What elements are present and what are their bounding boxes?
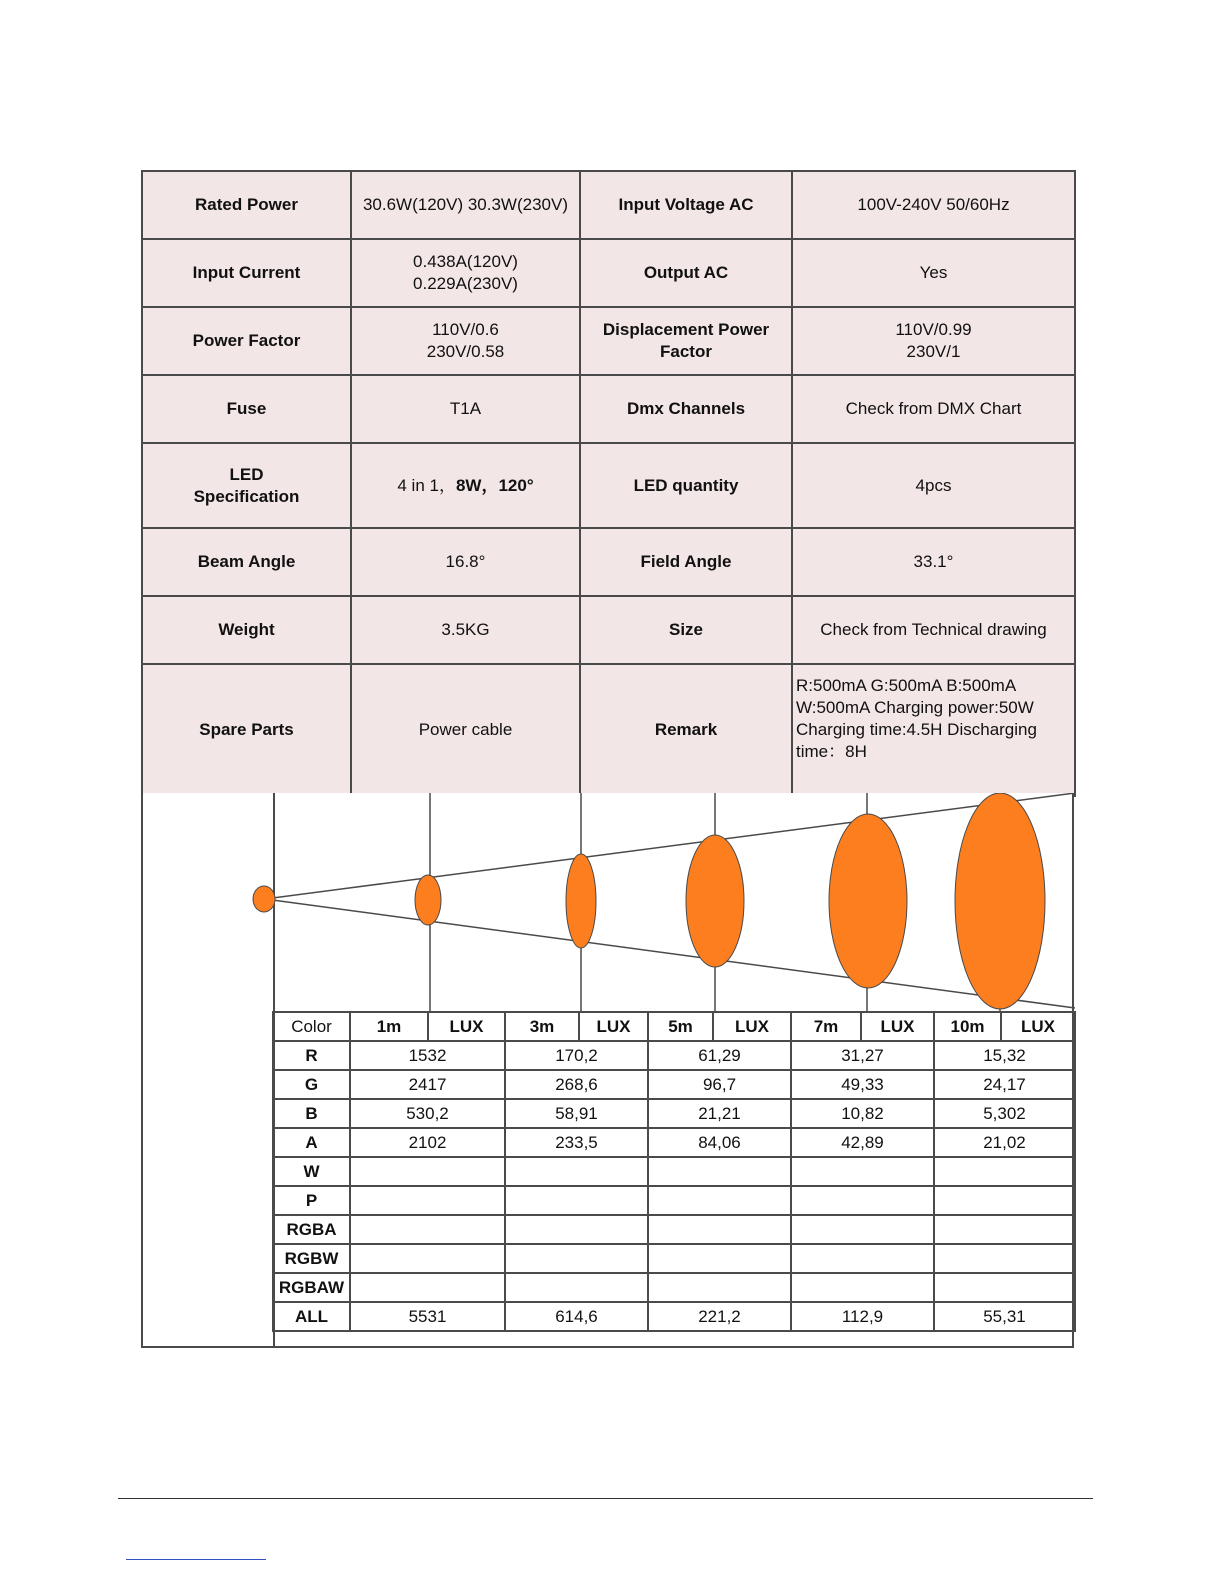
spec-row-power-factor [142, 307, 1075, 375]
lux-value-3m [505, 1244, 648, 1273]
lux-value-7m [791, 1157, 934, 1186]
lux-header: LUX [713, 1012, 791, 1041]
lux-row [273, 1302, 1075, 1331]
lux-value-7m [791, 1215, 934, 1244]
remark-line-1: R:500mA G:500mA B:500mA [796, 676, 1017, 695]
power-factor-value [351, 307, 580, 375]
dmx-channels-value: Check from DMX Chart [792, 375, 1075, 443]
lux-value-5m [648, 1157, 791, 1186]
color-label: P [273, 1186, 350, 1215]
beam-edge-bottom [265, 899, 1075, 1008]
lux-row [273, 1157, 1075, 1186]
output-ac-label: Output AC [580, 239, 792, 307]
lux-value-3m: 233,5 [505, 1128, 648, 1157]
input-current-label: Input Current [142, 239, 351, 307]
beam-spot-5m [686, 835, 744, 967]
color-label: A [273, 1128, 350, 1157]
remark-value [792, 664, 1075, 796]
led-quantity-value: 4pcs [792, 443, 1075, 528]
led-specification-value [351, 443, 580, 528]
lux-header: LUX [1001, 1012, 1075, 1041]
spec-row-weight [142, 596, 1075, 664]
spec-row-current [142, 239, 1075, 307]
led-spec-value-bold: 8W，120° [455, 475, 534, 495]
power-factor-label: Power Factor [142, 307, 351, 375]
weight-label: Weight [142, 596, 351, 664]
lux-value-5m [648, 1186, 791, 1215]
lux-table [272, 1011, 1076, 1332]
dmx-channels-label: Dmx Channels [580, 375, 792, 443]
lux-header-row [273, 1012, 1075, 1041]
lux-header: LUX [428, 1012, 505, 1041]
weight-value: 3.5KG [351, 596, 580, 664]
color-label: W [273, 1157, 350, 1186]
size-label: Size [580, 596, 792, 664]
distance-header-10m: 10m [934, 1012, 1001, 1041]
lux-row [273, 1244, 1075, 1273]
lux-value-3m [505, 1186, 648, 1215]
power-factor-value-110v: 110V/0.6 [432, 320, 499, 339]
lux-row [273, 1186, 1075, 1215]
input-voltage-label: Input Voltage AC [580, 171, 792, 239]
lux-value-7m [791, 1244, 934, 1273]
lux-value-10m: 24,17 [934, 1070, 1075, 1099]
input-current-value-120v: 0.438A(120V) [413, 252, 518, 271]
power-factor-value-230v: 230V/0.58 [426, 342, 505, 361]
distance-header-7m: 7m [791, 1012, 861, 1041]
lux-value-5m [648, 1273, 791, 1302]
remark-label: Remark [580, 664, 792, 796]
color-label: ALL [273, 1302, 350, 1331]
remark-line-3: Charging time:4.5H Discharging [796, 720, 1037, 739]
lux-value-1m: 1532 [350, 1041, 505, 1070]
led-specification-label [142, 443, 351, 528]
color-label: G [273, 1070, 350, 1099]
lux-value-3m [505, 1157, 648, 1186]
lux-header: LUX [861, 1012, 934, 1041]
lux-row [273, 1099, 1075, 1128]
lux-value-10m: 15,32 [934, 1041, 1075, 1070]
spec-row-angles [142, 528, 1075, 596]
beam-spot-1m [415, 875, 441, 925]
field-angle-value: 33.1° [792, 528, 1075, 596]
lux-value-5m: 21,21 [648, 1099, 791, 1128]
color-header: Color [273, 1012, 350, 1041]
light-source-dot [253, 886, 275, 912]
beam-spot-10m [955, 793, 1045, 1009]
lux-value-7m: 31,27 [791, 1041, 934, 1070]
lux-value-3m: 268,6 [505, 1070, 648, 1099]
lux-value-1m: 2417 [350, 1070, 505, 1099]
footer-link-underline [126, 1559, 266, 1560]
color-label: RGBA [273, 1215, 350, 1244]
color-label: B [273, 1099, 350, 1128]
lux-row [273, 1273, 1075, 1302]
lux-value-5m: 96,7 [648, 1070, 791, 1099]
lux-value-1m: 5531 [350, 1302, 505, 1331]
lux-value-10m [934, 1244, 1075, 1273]
spare-parts-value: Power cable [351, 664, 580, 796]
displacement-power-factor-label [580, 307, 792, 375]
lux-value-3m: 614,6 [505, 1302, 648, 1331]
lux-body [273, 1041, 1075, 1331]
lux-value-7m [791, 1273, 934, 1302]
lux-value-5m: 84,06 [648, 1128, 791, 1157]
lux-value-5m: 61,29 [648, 1041, 791, 1070]
lux-value-7m: 49,33 [791, 1070, 934, 1099]
lux-value-1m [350, 1215, 505, 1244]
displacement-value-230v: 230V/1 [906, 342, 961, 361]
beam-spot-7m [829, 814, 907, 988]
field-angle-label: Field Angle [580, 528, 792, 596]
fuse-value: T1A [351, 375, 580, 443]
lux-value-3m: 170,2 [505, 1041, 648, 1070]
color-label: RGBW [273, 1244, 350, 1273]
lux-value-7m: 112,9 [791, 1302, 934, 1331]
distance-header-1m: 1m [350, 1012, 428, 1041]
color-label: R [273, 1041, 350, 1070]
lux-row [273, 1041, 1075, 1070]
rated-power-label: Rated Power [142, 171, 351, 239]
lux-value-10m [934, 1157, 1075, 1186]
beam-angle-label: Beam Angle [142, 528, 351, 596]
spec-row-led [142, 443, 1075, 528]
lux-value-7m: 42,89 [791, 1128, 934, 1157]
input-current-value [351, 239, 580, 307]
displacement-value-110v: 110V/0.99 [895, 320, 972, 339]
footer-divider [118, 1498, 1093, 1499]
lux-value-3m [505, 1273, 648, 1302]
beam-spot-3m [566, 854, 596, 948]
fuse-label: Fuse [142, 375, 351, 443]
remark-line-2: W:500mA Charging power:50W [796, 698, 1034, 717]
led-spec-label-line-1: LED [229, 464, 264, 484]
color-label: RGBAW [273, 1273, 350, 1302]
lux-value-3m: 58,91 [505, 1099, 648, 1128]
lux-value-5m: 221,2 [648, 1302, 791, 1331]
lux-value-3m [505, 1215, 648, 1244]
lux-value-10m [934, 1215, 1075, 1244]
lux-value-5m [648, 1215, 791, 1244]
spec-row-power [142, 171, 1075, 239]
lux-value-10m: 21,02 [934, 1128, 1075, 1157]
lux-value-1m [350, 1273, 505, 1302]
lux-value-10m: 55,31 [934, 1302, 1075, 1331]
lux-row [273, 1070, 1075, 1099]
lux-value-1m: 2102 [350, 1128, 505, 1157]
lux-value-7m [791, 1186, 934, 1215]
beam-angle-value: 16.8° [351, 528, 580, 596]
led-spec-label-line-2: Specification [193, 486, 300, 506]
lux-value-1m [350, 1244, 505, 1273]
displacement-label-line-1: Displacement Power [602, 320, 770, 339]
lux-row [273, 1215, 1075, 1244]
spec-row-fuse [142, 375, 1075, 443]
lux-row [273, 1128, 1075, 1157]
distance-header-3m: 3m [505, 1012, 579, 1041]
input-current-value-230v: 0.229A(230V) [413, 274, 518, 293]
lux-value-1m [350, 1186, 505, 1215]
lux-value-10m: 5,302 [934, 1099, 1075, 1128]
distance-header-5m: 5m [648, 1012, 713, 1041]
output-ac-value: Yes [792, 239, 1075, 307]
input-voltage-value: 100V-240V 50/60Hz [792, 171, 1075, 239]
led-spec-value-prefix: 4 in 1， [397, 475, 456, 495]
size-value: Check from Technical drawing [792, 596, 1075, 664]
remark-line-4: time：8H [796, 742, 867, 761]
remark-blank-line [796, 763, 1071, 785]
displacement-power-factor-value [792, 307, 1075, 375]
spec-row-spare-parts [142, 664, 1075, 796]
lux-value-7m: 10,82 [791, 1099, 934, 1128]
lux-value-10m [934, 1273, 1075, 1302]
lux-value-1m [350, 1157, 505, 1186]
rated-power-value: 30.6W(120V) 30.3W(230V) [351, 171, 580, 239]
displacement-label-line-2: Factor [660, 342, 712, 361]
lux-header: LUX [579, 1012, 648, 1041]
lux-value-5m [648, 1244, 791, 1273]
beam-edge-top [265, 793, 1075, 899]
spec-table [141, 170, 1076, 797]
spare-parts-label: Spare Parts [142, 664, 351, 796]
led-quantity-label: LED quantity [580, 443, 792, 528]
lux-value-1m: 530,2 [350, 1099, 505, 1128]
lux-value-10m [934, 1186, 1075, 1215]
